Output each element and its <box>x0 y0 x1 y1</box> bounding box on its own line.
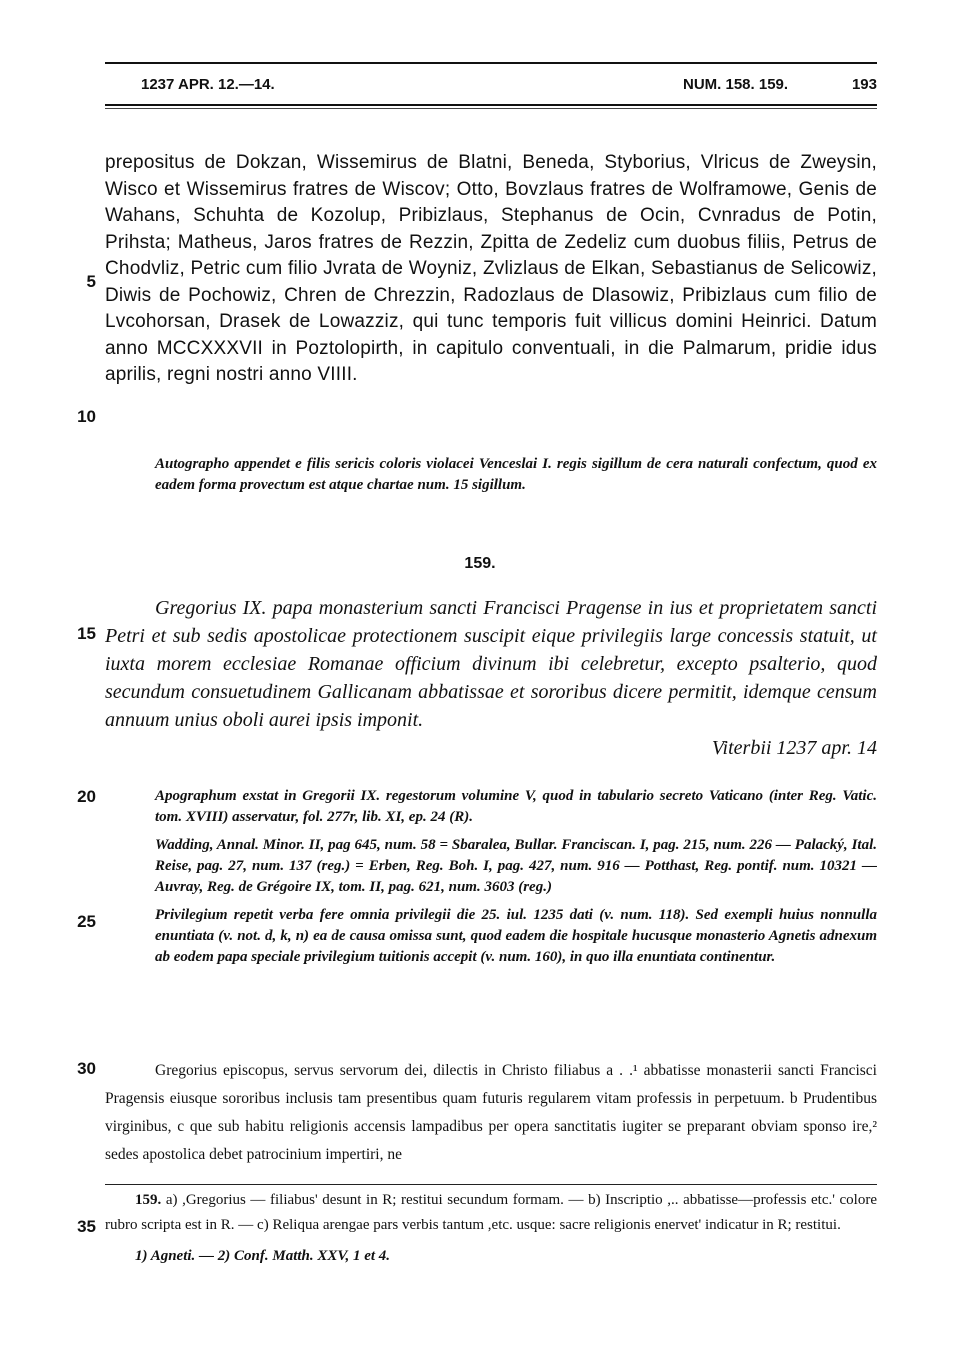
running-head-numbers: NUM. 158. 159. <box>683 76 789 93</box>
footnote-rule <box>105 1184 877 1185</box>
footnote-label: 159. <box>135 1192 162 1208</box>
charter-paragraph: Gregorius episcopus, servus servorum dei, dilectis in Christo filiabus a . .¹ abbatisse monasterii sancti Francisci Pragensis eiusque sororibus inclusis tam presentibus quam futuris regularem vitam professis in perpetuum. b Prudentibus virginibus, c que sub habitu religionis accensis lampadibus per opera sanctitatis iugiter se preparant obviam sponso ire,² sedes apostolica debet patrocinium impertiri, ne <box>105 1062 877 1163</box>
seal-note: Autographo appendet e filis sericis coloris violacei Venceslai I. regis sigillum de cera naturali confectum, quod ex eadem forma provectum est atque chartae num. 15 sigillum. <box>155 456 877 493</box>
line-number: 35 <box>77 1217 96 1236</box>
charter-158-text: prepositus de Dokzan, Wissemirus de Blatni, Beneda, Styborius, Vlricus de Zweysin, Wisco et Wissemirus fratres de Wiscov; Otto, Bovzlaus fratres de Wolframowe, Genis de Wahans, Schuhta de Kozolup, Pribizlaus, Stephanus de Ocin, Cvnradus de Potin, Prihsta; Matheus, Jaros fratres de Rezzin, Zpitta de Zedeliz cum duobus filiis, Petrus de Chodvliz, Petric cum filio Jvrata de Woyniz, Zvlizlaus de Elkan, Sebastianus de Selicowiz, Diwis de Pochowiz, Chren de Chrezzin, Radozlaus de Dlasowiz, Pribizlaus cum filio de Lvcohorsan, Drasek de Lowazziz, qui tunc temporis fuit villicus domini Heinrici. Datum anno MCCXXXVII in Poztolopirth, in capitulo conventuali, in die Palmarum, pridie idus aprilis, regni nostri anno VIIII. <box>105 152 877 385</box>
running-head <box>105 62 877 104</box>
line-number: 30 <box>77 1059 96 1078</box>
source-editions: Wadding, Annal. Minor. II, pag 645, num. 58 = Sbaralea, Bullar. Franciscan. I, pag. 215, num. 226 — Palacký, Ital. Reise, pag. 27, num. 137 (reg.) = Erben, Reg. Boh. I, pag. 427, num. 916 — Potthast, Reg. pontif. num. 10321 — Auvray, Reg. de Grégoire IX, tom. II, pag. 621, num. 3603 (reg.) <box>155 837 877 895</box>
charter-159-text <box>105 1057 877 1169</box>
footnote-letters <box>105 1188 877 1238</box>
header-rule <box>105 104 877 106</box>
source-apographum: Apographum exstat in Gregorii IX. regestorum volumine V, quod in tabulario secreto Vaticano (inter Reg. Vatic. tom. XVIII) asservatur, fol. 277r, lib. XI, ep. 24 (R). <box>155 788 877 825</box>
regest <box>105 594 877 734</box>
line-number: 5 <box>86 272 96 291</box>
line-number: 25 <box>77 912 96 931</box>
header-rule-thin <box>105 108 877 109</box>
dating-line: Viterbii 1237 apr. 14 <box>711 737 877 759</box>
running-head-date: 1237 APR. 12.—14. <box>141 76 275 93</box>
footnotes <box>105 1188 877 1269</box>
document-number: 159. <box>464 555 496 572</box>
sources-block <box>155 786 877 975</box>
line-number: 10 <box>77 407 96 426</box>
footnote-letters-text: a) ,Gregorius — filiabus' desunt in R; restitui secundum formam. — b) Inscriptio ,.. abbatisse—professis etc.' colore rubro scripta est in R. — c) Reliqua arengae pars verbis tantum ,etc. usque: sacre religionis enervet' indicatur in R; restitui. <box>105 1192 877 1233</box>
regest-text: Gregorius IX. papa monasterium sancti Francisci Pragense in ius et proprietatem sancti Petri et sub sedis apostolicae protectionem suscipit eique privilegiis large concessis statuit, ut iuxta morem ecclesiae Romanae officium divinum ibi celebretur, excepto psalterio, quod secundum consuetudinem Gallicanam abbatissae et sororibus dicere permitit, idemque censum annuum unius oboli aurei ipsis imponit. <box>105 597 877 731</box>
line-number: 15 <box>77 624 96 643</box>
page-number: 193 <box>851 76 877 93</box>
source-remarks: Privilegium repetit verba fere omnia privilegii die 25. iul. 1235 dati (v. num. 118). Sed exempli huius nonnulla enuntiata (v. not. d, k, n) ea de causa omissa sunt, quod eadem die hospitale hucusque monasterio Agnetis adnexum ab eodem papa speciale privilegium tuitionis accepit (v. num. 160), in quo illa enuntiata continentur. <box>155 907 877 965</box>
footnote-numbers: 1) Agneti. — 2) Conf. Matth. XXV, 1 et 4. <box>135 1248 391 1264</box>
line-number: 20 <box>77 787 96 806</box>
